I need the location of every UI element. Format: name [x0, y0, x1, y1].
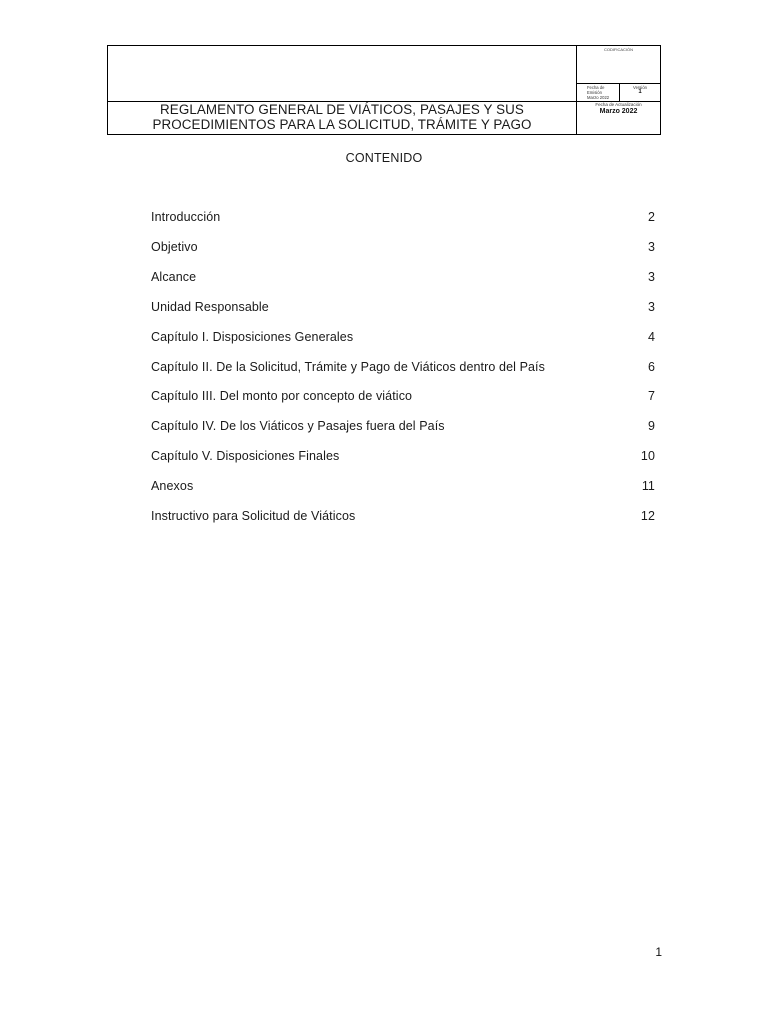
toc-entry-page: 3 — [647, 300, 655, 314]
emision-label-2: Emisión — [587, 90, 602, 95]
toc-entry-label: Capítulo II. De la Solicitud, Trámite y Pago de Viáticos dentro del País — [151, 360, 545, 374]
toc-entry-label: Instructivo para Solicitud de Viáticos — [151, 509, 356, 523]
actualizacion-label: Fecha de Actualización — [595, 102, 642, 107]
contenido-heading: CONTENIDO — [345, 151, 423, 165]
emision-label-1: Fecha de — [587, 85, 605, 90]
toc-entry-page: 4 — [647, 330, 655, 344]
codificacion-label: CODIFICACIÓN — [577, 46, 660, 84]
toc-entry-label: Capítulo IV. De los Viáticos y Pasajes fuera del País — [151, 419, 445, 433]
toc-entry-page: 9 — [647, 419, 655, 433]
toc-entry[interactable] — [151, 419, 655, 437]
toc-entry-label: Anexos — [151, 479, 194, 493]
toc-entry-page: 6 — [647, 360, 655, 374]
emision-date: Marzo 2022 — [587, 95, 610, 100]
toc-entry[interactable] — [151, 330, 655, 348]
fecha-actualizacion-cell — [577, 102, 660, 134]
toc-entry-label: Objetivo — [151, 240, 198, 254]
document-title — [108, 102, 577, 134]
toc-entry-page: 11 — [641, 479, 655, 493]
toc-entry-page: 10 — [640, 449, 655, 463]
version-cell — [620, 84, 660, 102]
toc-entry-label: Capítulo III. Del monto por concepto de viático — [151, 389, 413, 403]
toc-entry-page: 12 — [640, 509, 655, 523]
toc-entry[interactable] — [151, 240, 655, 258]
toc-entry-page: 3 — [647, 240, 655, 254]
version-label: Versión — [633, 85, 647, 90]
footer-page-number: 1 — [655, 945, 662, 959]
toc-entry-label: Alcance — [151, 270, 197, 284]
toc-entry-label: Capítulo I. Disposiciones Generales — [151, 330, 354, 344]
toc-entry[interactable] — [151, 479, 655, 497]
toc-entry-label: Unidad Responsable — [151, 300, 269, 314]
toc-entry-page: 3 — [647, 270, 655, 284]
toc-entry-label: Capítulo V. Disposiciones Finales — [151, 449, 340, 463]
fecha-emision-cell — [577, 84, 620, 102]
toc-entry[interactable] — [151, 449, 655, 467]
logo-cell — [108, 46, 577, 102]
toc-entry-page: 2 — [647, 210, 655, 224]
document-title-line-1: REGLAMENTO GENERAL DE VIÁTICOS, PASAJES Y SUS — [160, 102, 524, 117]
toc-entry[interactable] — [151, 509, 655, 527]
toc-entry[interactable] — [151, 389, 655, 407]
toc-entry[interactable] — [151, 210, 655, 228]
version-value: 1 — [638, 89, 642, 95]
actualizacion-date: Marzo 2022 — [599, 108, 638, 115]
document-title-line-2: PROCEDIMIENTOS PARA LA SOLICITUD, TRÁMITE Y PAGO — [152, 116, 532, 132]
toc-entry-label: Introducción — [151, 210, 221, 224]
toc-entry[interactable] — [151, 300, 655, 318]
document-header-table — [107, 45, 661, 135]
toc-entry[interactable] — [151, 270, 655, 288]
toc-entry[interactable] — [151, 360, 655, 378]
toc-entry-page: 7 — [647, 389, 655, 403]
